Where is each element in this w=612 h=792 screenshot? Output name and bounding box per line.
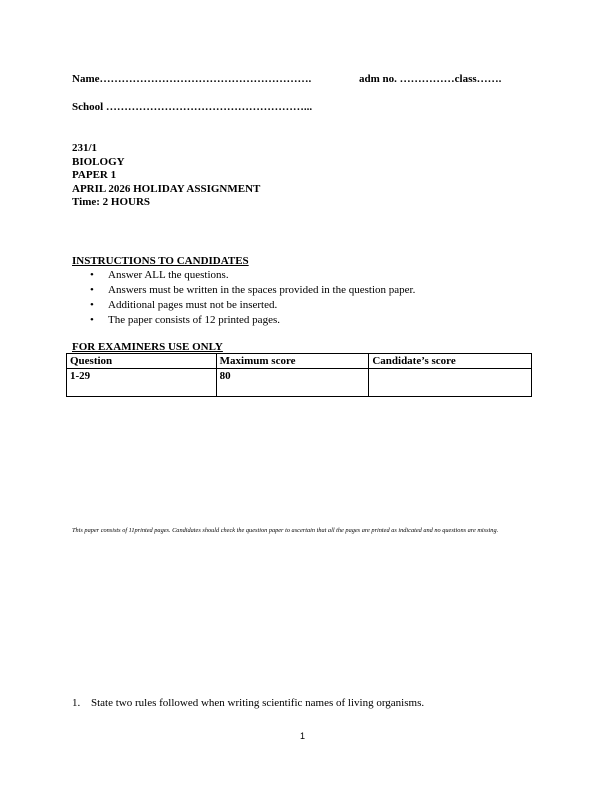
page-count-note: This paper consists of 11printed pages. Candidates should check the question paper to ascertain that all the pages are printed as indicated and no questions are missing. xyxy=(72,527,499,534)
bullet-icon: • xyxy=(90,314,94,326)
instructions-list xyxy=(90,268,415,328)
column-header-question: Question xyxy=(67,354,217,369)
paper-time: Time: 2 HOURS xyxy=(72,196,151,208)
table-header-row xyxy=(67,354,532,369)
page-number: 1 xyxy=(300,731,306,741)
instruction-item: • Answers must be written in the spaces provided in the question paper. xyxy=(90,284,416,296)
instructions-heading: INSTRUCTIONS TO CANDIDATES xyxy=(72,255,249,267)
paper-subject: BIOLOGY xyxy=(72,155,125,168)
column-header-candidate-score: Candidate’s score xyxy=(369,354,532,369)
question-text: State two rules followed when writing scientific names of living organisms. xyxy=(91,697,425,709)
column-header-maximum-score: Maximum score xyxy=(216,354,369,369)
bullet-icon: • xyxy=(90,269,94,281)
table-row xyxy=(67,369,532,397)
paper-code: 231/1 xyxy=(72,142,98,154)
school-field-label: School ………………………………………………... xyxy=(72,101,313,113)
examiners-score-table xyxy=(66,353,532,397)
examiners-heading: FOR EXAMINERS USE ONLY xyxy=(72,341,223,353)
cell-candidate-score[interactable] xyxy=(369,369,532,397)
paper-assignment: APRIL 2026 HOLIDAY ASSIGNMENT xyxy=(72,182,261,195)
cell-maximum-score: 80 xyxy=(216,369,369,397)
instruction-item: • The paper consists of 12 printed pages. xyxy=(90,314,280,326)
bullet-icon: • xyxy=(90,299,94,311)
question-1 xyxy=(72,697,424,710)
paper-header xyxy=(72,142,260,210)
paper-number: PAPER 1 xyxy=(72,169,117,181)
name-field-label: Name…………………………………………………. xyxy=(72,73,312,85)
instruction-item: • Additional pages must not be inserted. xyxy=(90,299,278,311)
question-number: 1. xyxy=(72,697,81,709)
instruction-item: • Answer ALL the questions. xyxy=(90,269,229,281)
adm-class-field-label: adm no. ……………class……. xyxy=(359,73,502,85)
cell-question-range: 1-29 xyxy=(67,369,217,397)
bullet-icon: • xyxy=(90,284,94,296)
